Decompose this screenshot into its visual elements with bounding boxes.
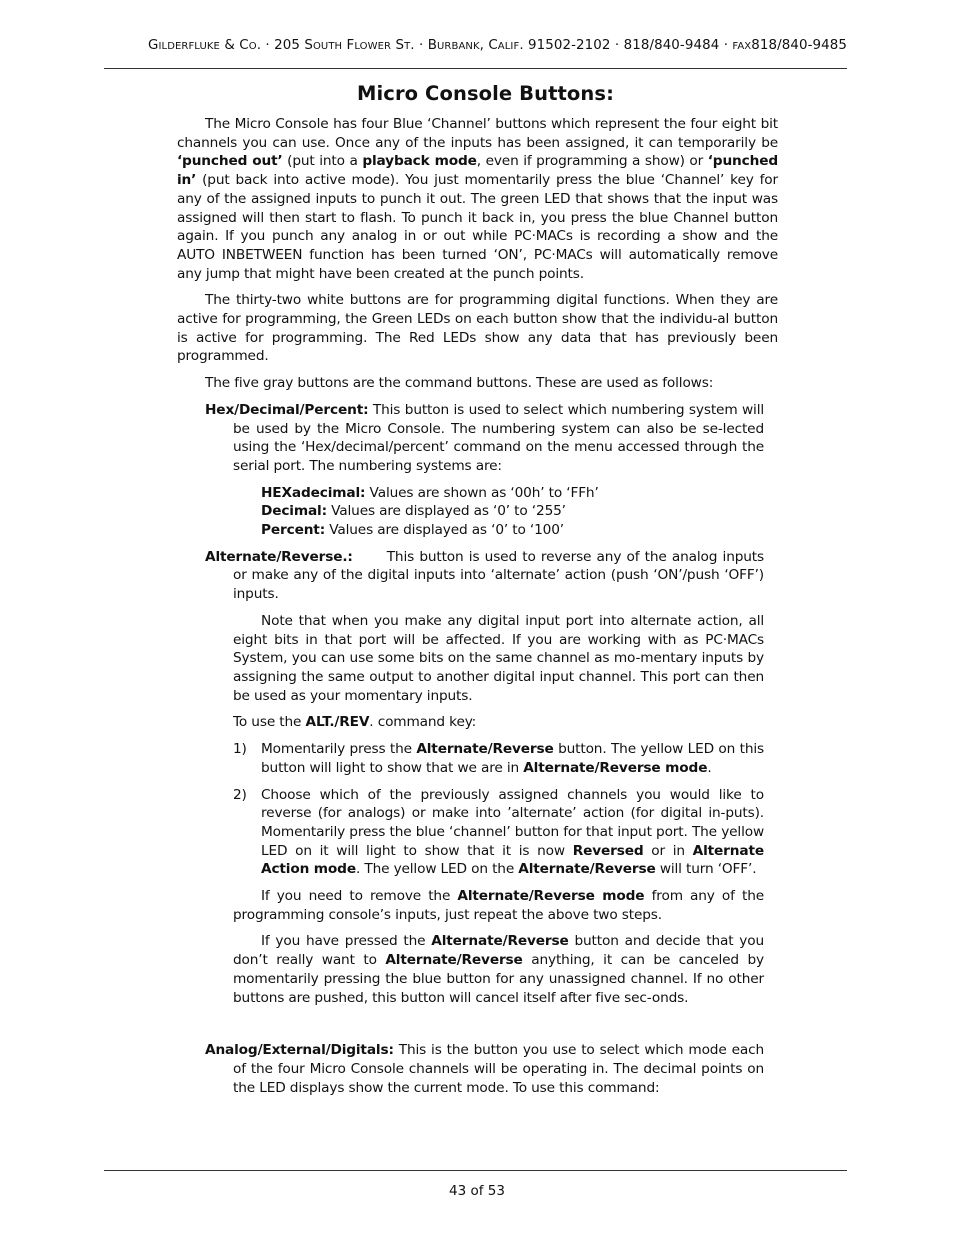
- cancel-note: If you have pressed the Alternate/Reverse button and decide that you don’t really want to Alternate/Reverse anything, it can be canceled by momentarily pressing the blue button for any unassigned channel. If no other buttons are pushed, this button will cancel itself after five sec-onds.: [233, 933, 764, 1006]
- hex-decimal-percent-entry: Hex/Decimal/Percent: This button is used to select which numbering system will be used by the Micro Console. The numbering system can also be se-lected using the ‘Hex/decimal/percent’ command on the menu accessed through the serial port. The numbering systems are:: [205, 401, 764, 474]
- alternate-reverse-entry: Alternate/Reverse.: This button is used to reverse any of the analog inputs or make any of the digital inputs into ‘alternate’ action (push ‘ON’/push ‘OFF’) inputs.: [205, 548, 764, 603]
- step-2: 2) Choose which of the previously assigned channels you would like to reverse (for analogs) or make into ’alternate’ action (for digital in-puts). Momentarily press the blue ‘channel’ button for that input port. The yellow LED on it will light to show that it is now Reversed or in Alternate Action mode. The yellow LED on the Alternate/Reverse will turn ‘OFF’.: [233, 786, 764, 878]
- analog-label: Analog/External/Digitals:: [205, 1042, 394, 1059]
- page-title: Micro Console Buttons:: [357, 82, 615, 105]
- hex-label: Hex/Decimal/Percent:: [205, 401, 369, 418]
- paragraph-channel-buttons: The Micro Console has four Blue ‘Channel’ buttons which represent the four eight bit channels you can use. Once any of the inputs has been assigned, it can temporarily be ‘punched out’ (put into a playback mode, even if programming a show) or ‘punched in’ (put back into active mode). You just momentarily press the blue ‘Channel’ key for any of the assigned inputs to punch it out. The green LED that shows that the input was assigned will then start to flash. To punch it back in, you press the blue Channel button again. If you punch any analog in or out while PC·MACs is recording a show and the AUTO INBETWEEN function has been turned ‘ON’, PC·MACs will automatically remove any jump that might have been created at the punch points.: [177, 116, 778, 282]
- alt-label: Alternate/Reverse.:: [205, 548, 353, 565]
- list-item: Decimal: Values are displayed as ‘0’ to ‘255’: [261, 503, 566, 520]
- analog-external-digitals-entry: Analog/External/Digitals: This is the button you use to select which mode each of the four Micro Console channels will be operating in. The decimal points on the LED displays show the current mode. To use this command:: [205, 1042, 764, 1096]
- page-number: 43 of 53: [449, 1183, 505, 1199]
- numbering-systems-list: [261, 484, 778, 540]
- page-header: GILDERFLUKE & CO. · 205 SOUTH FLOWER ST. · BURBANK, CALIF. 91502-2102 · 818/840-9484 · FAX818/840-9485: [147, 38, 847, 53]
- step-1: 1) Momentarily press the Alternate/Reverse button. The yellow LED on this button will light to show that we are in Alternate/Reverse mode.: [233, 741, 764, 776]
- list-item: Percent: Values are displayed as ‘0’ to ‘100’: [261, 522, 564, 539]
- header-rule: [104, 68, 847, 69]
- to-use-line: To use the ALT./REV. command key:: [233, 714, 477, 731]
- list-item: HEXadecimal: Values are shown as ‘00h’ to ‘FFh’: [261, 484, 599, 501]
- body-text: [177, 115, 778, 1105]
- footer-rule: [104, 1170, 847, 1171]
- paragraph-white-buttons: The thirty-two white buttons are for programming digital functions. When they are active for programming, the Green LEDs on each button show that the individu-al button is active for programming. The Red LEDs show any data that has previously been programmed.: [177, 292, 778, 365]
- alternate-note: Note that when you make any digital input port into alternate action, all eight bits in that port will be affected. If you are working with as PC·MACs System, you can use some bits on the same channel as mo-mentary inputs by assigning the same output to another digital input channel. This port can then be used as your momentary inputs.: [233, 612, 764, 704]
- paragraph-gray-buttons: The five gray buttons are the command buttons. These are used as follows:: [205, 375, 714, 392]
- remove-mode-note: If you need to remove the Alternate/Reverse mode from any of the programming console’s inputs, just repeat the above two steps.: [233, 888, 764, 923]
